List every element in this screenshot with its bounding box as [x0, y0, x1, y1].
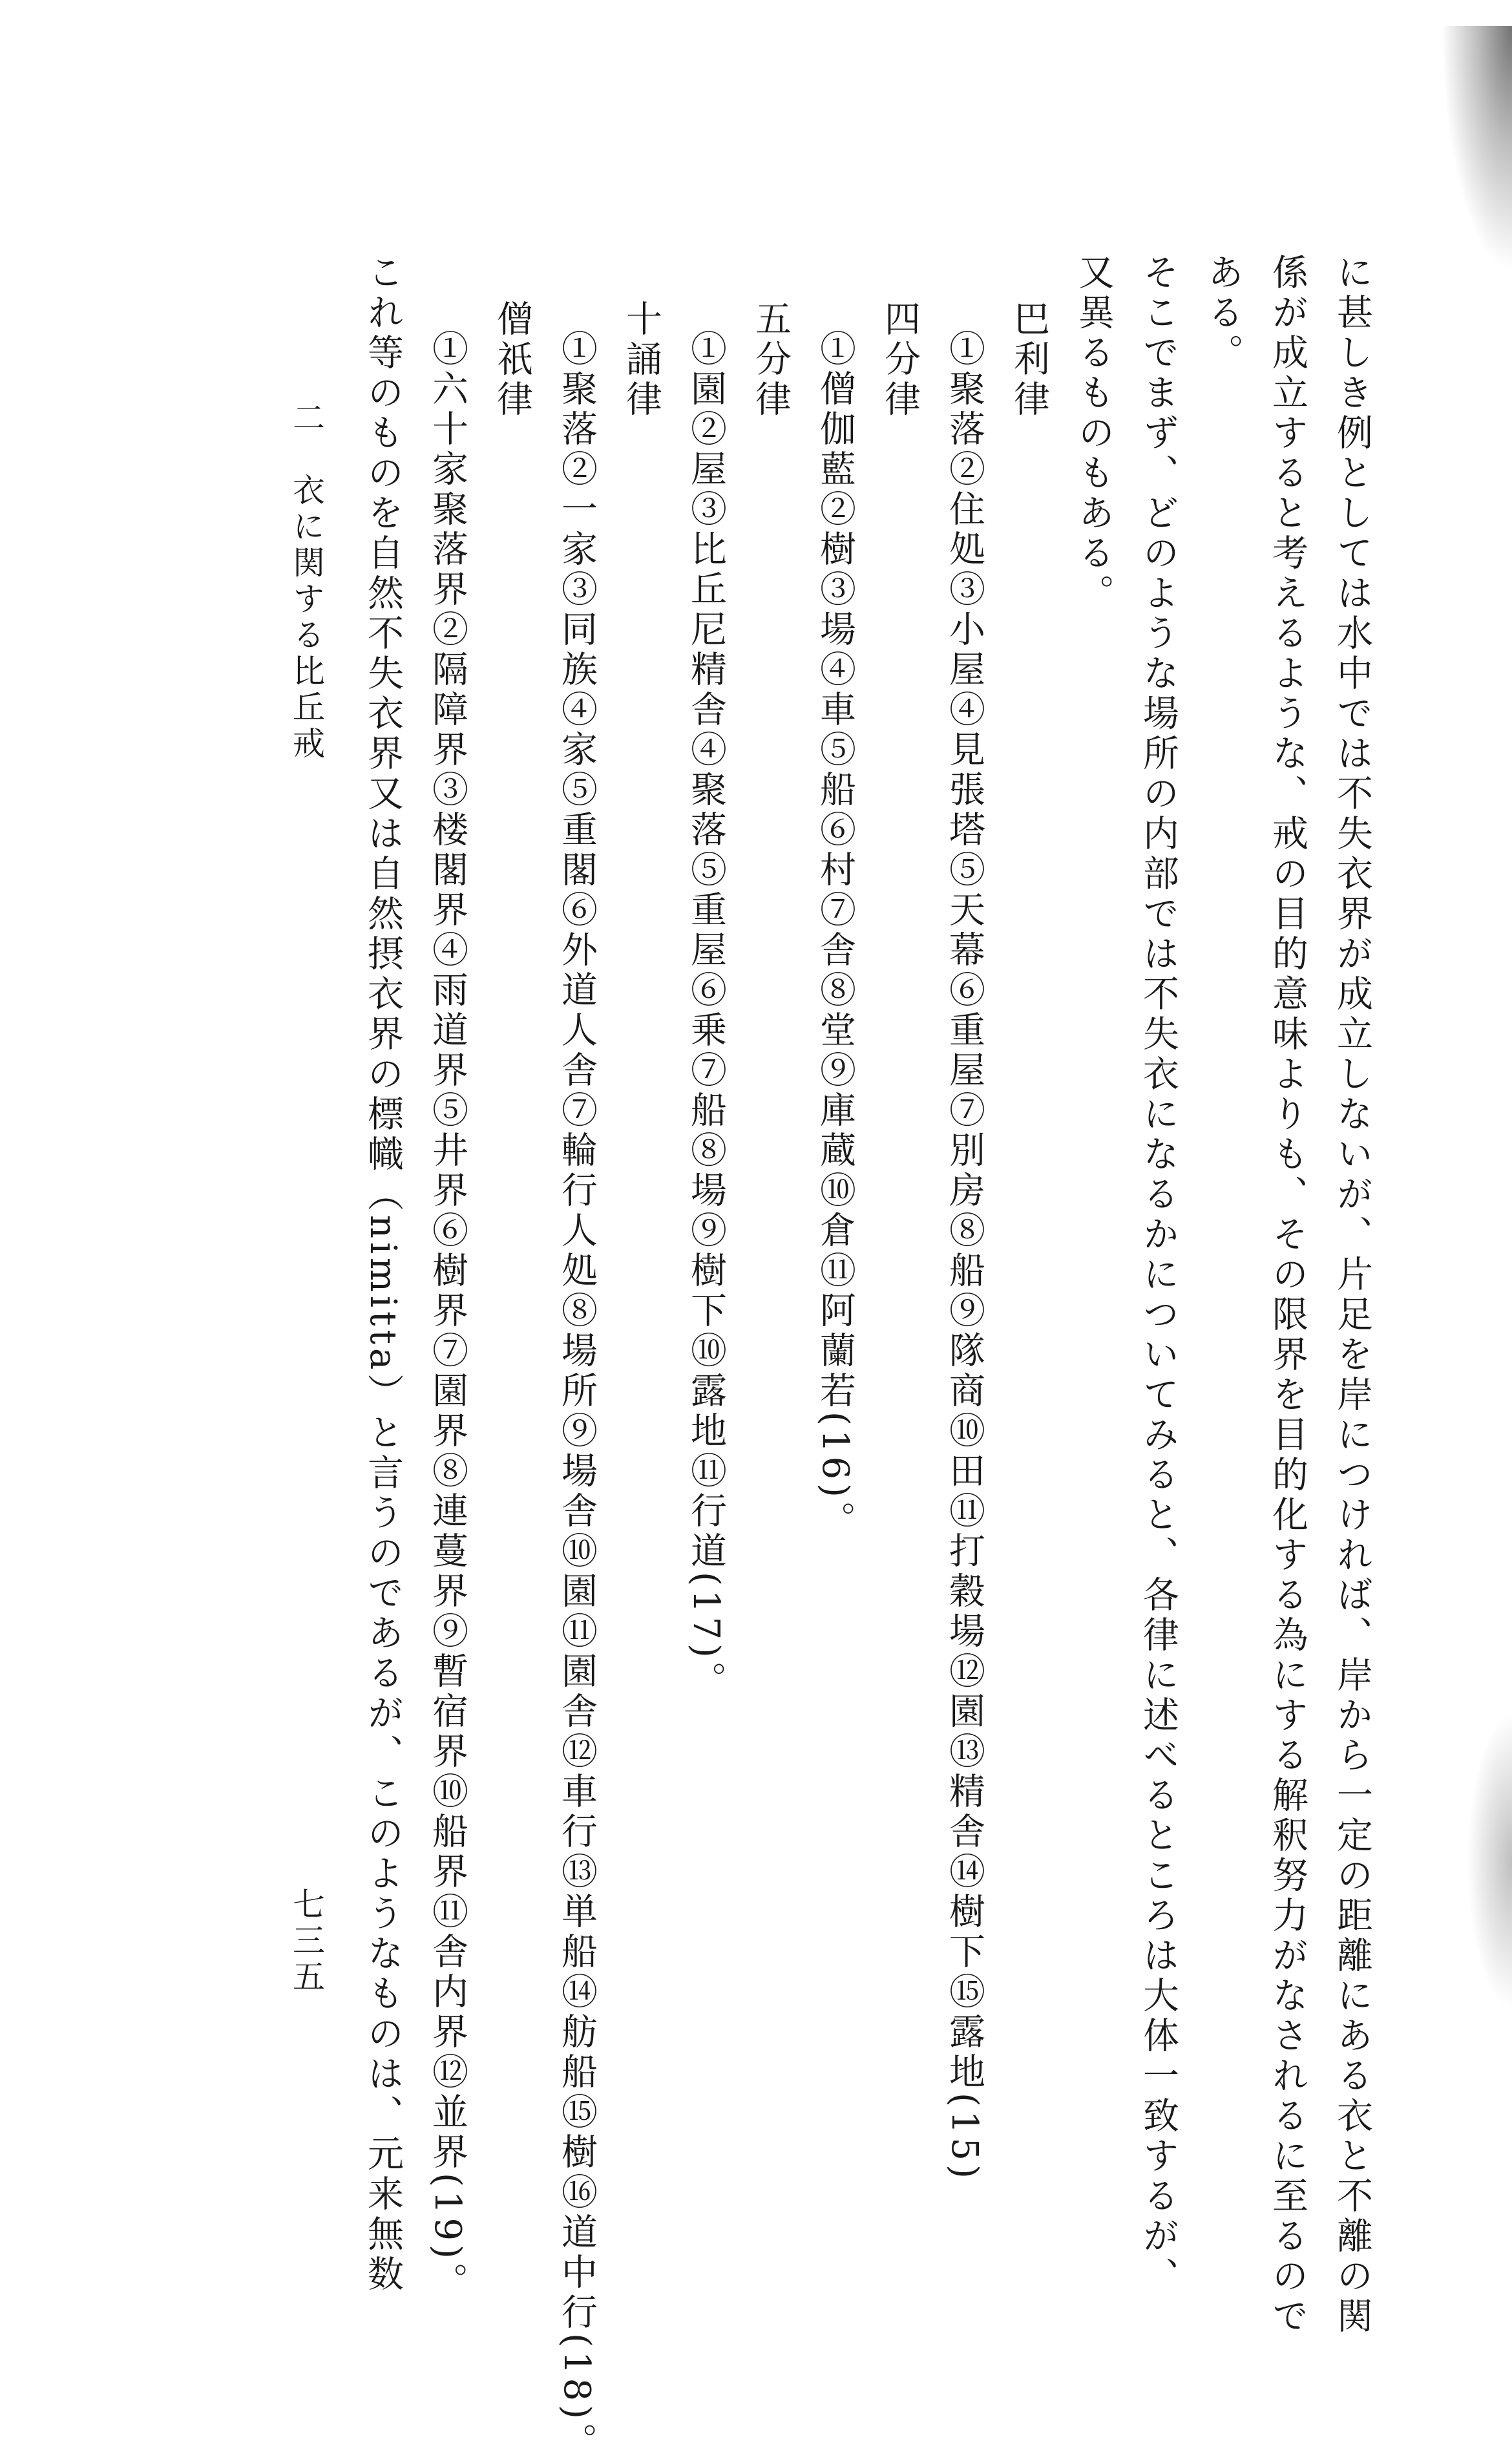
heading-four-part-vinaya: 四分律	[879, 300, 921, 420]
text-column-2: 係が成立すると考えるような、戒の目的意味よりも、その限界を目的化する為にする解釈努力がなされるに至るので	[1266, 253, 1308, 2337]
page-number: 七三五	[288, 1887, 325, 1996]
text-column-4: そこでまず、どのような場所の内部では不失衣になるかについてみると、各律に述べるところは大体一致するが、	[1137, 253, 1179, 2297]
text-column-5: 又異るものもある。	[1073, 253, 1115, 614]
list-four-part-vinaya: ①僧伽藍②樹③場④車⑤船⑥村⑦舎⑧堂⑨庫蔵⑩倉⑪阿蘭若(16)。	[814, 330, 856, 1541]
list-ten-recitation-vinaya: ①聚落②一家③同族④家⑤重閣⑥外道人舎⑦輪行人処⑧場所⑨場舎⑩園⑪園舎⑫車行⑬単船⑭舫船⑮樹⑯道中行(18)。	[556, 330, 598, 2463]
heading-five-part-vinaya: 五分律	[750, 300, 792, 420]
list-pali-vinaya: ①聚落②住処③小屋④見張塔⑤天幕⑥重屋⑦別房⑧船⑨隊商⑩田⑪打穀場⑫園⑬精舎⑭樹下⑮露地(15)	[943, 330, 985, 2183]
scan-shadow	[1441, 26, 1512, 271]
text-column-final: これ等のものを自然不失衣界又は自然摂衣界の標幟（nimitta）と言うのであるが、このようなものは、元来無数	[362, 253, 404, 2296]
heading-mahasanghika-vinaya: 僧祇律	[491, 300, 533, 420]
scan-shadow	[1467, 1713, 1512, 2010]
heading-pali-vinaya: 巴利律	[1008, 300, 1050, 420]
text-column-1: に甚しき例としては水中では不失衣界が成立しないが、片足を岸につければ、岸から一定の距離にある衣と不離の関	[1331, 253, 1373, 2337]
list-mahasanghika-vinaya: ①六十家聚落界②隔障界③楼閣界④雨道界⑤井界⑥樹界⑦園界⑧連蔓界⑨暫宿界⑩船界⑪舎内界⑫並界(19)。	[426, 330, 468, 2303]
text-column-3: ある。	[1202, 253, 1244, 374]
heading-ten-recitation-vinaya: 十誦律	[620, 300, 662, 420]
list-five-part-vinaya: ①園②屋③比丘尼精舎④聚落⑤重屋⑥乗⑦船⑧場⑨樹下⑩露地⑪行道(17)。	[685, 330, 727, 1702]
running-head: 二 衣に関する比丘戒	[288, 401, 325, 763]
